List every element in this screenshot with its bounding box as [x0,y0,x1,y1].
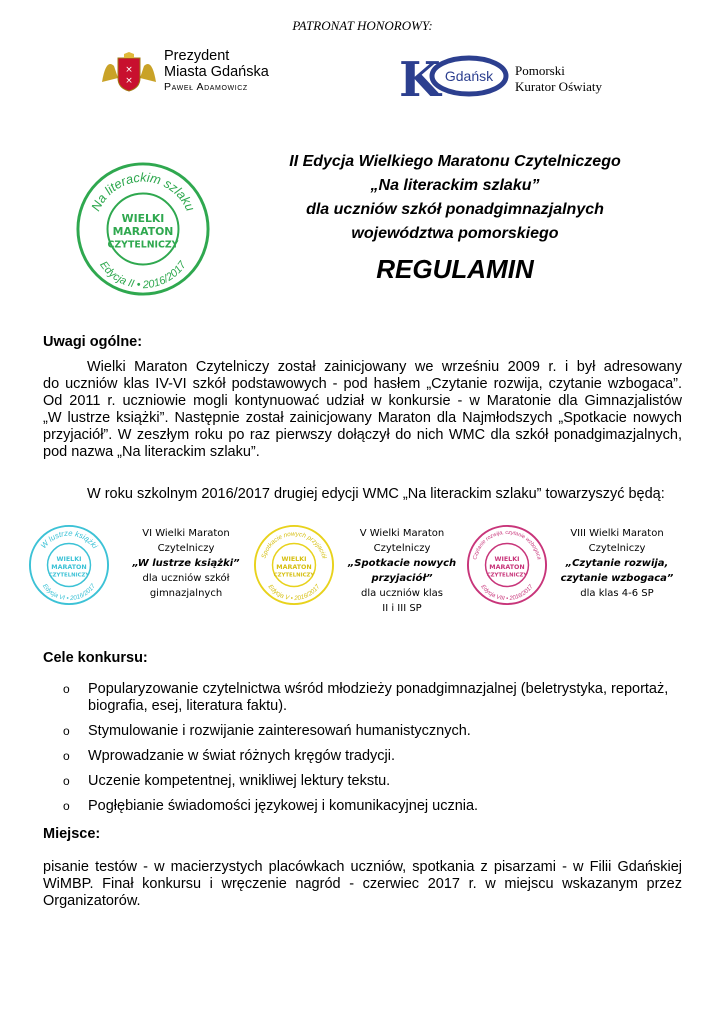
bullet-icon: o [63,749,70,763]
stamp3-arc-bottom: Edycja VIII • 2016/2017 [479,583,535,603]
edition-sub: Czytelniczy [157,543,215,554]
cele-heading: Cele konkursu: [43,650,148,666]
edition-stamp-czytanie [466,524,548,606]
bullet-icon: o [63,724,70,738]
edition-sub: Czytelniczy [373,543,431,554]
uwagi-paragraph [43,359,682,461]
edition-desc: dla klas 4-6 SP [580,588,654,599]
uwagi-line: Od 2011 r. uczniowie mogli kontynuować udział w konkursie - w Maratonie dla Gimnazjalistów [43,393,682,409]
uwagi-line: do uczniów klas IV-VI szkół podstawowych - pod hasłem „Czytanie rozwija, czytanie wzbogaca”. [43,376,682,392]
logo1-line1: Prezydent [164,48,230,64]
uwagi-paragraph-2: W roku szkolnym 2016/2017 drugiej edycji WMC „Na literackim szlaku” towarzyszyć będą: [87,486,665,502]
stamp1-word2: MARATON [51,563,87,571]
logo2-line1: Pomorski [515,63,565,78]
list-item-text: Pogłębianie świadomości językowej i komunikacyjnej ucznia. [88,798,479,814]
svg-text:×: × [125,65,133,75]
main-stamp-arc-top: Na literackim szlaku [87,169,199,214]
edition-name-2: przyjaciół” [371,573,433,584]
patronat-heading: PATRONAT HONOROWY: [292,18,433,33]
gdansk-crest-icon [98,52,160,92]
miejsce-line: WiMBP. Finał konkursu i wręczenie nagród - czerwiec 2017 r. w miejscu wskazanym przez [43,876,682,892]
edition-caption-lustrze [130,526,242,601]
stamp3-word1: WIELKI [494,556,520,564]
stamp3-arc-top: Czytanie rozwija, czytanie wzbogaca [472,529,542,561]
edition-caption-spotkacie [346,526,458,616]
stamp1-word3: CZYTELNICZY [48,572,90,579]
edition-desc: dla uczniów szkół [142,573,230,584]
list-item-text: Stymulowanie i rozwijanie zainteresowań humanistycznych. [88,723,471,739]
edition-name: „W lustrze książki” [132,558,240,569]
title-line2: „Na literackim szlaku” [370,177,540,194]
miejsce-paragraph [43,859,682,910]
list-item-text: Uczenie kompetentnej, wnikliwej lektury tekstu. [88,773,391,789]
bullet-icon: o [63,682,70,696]
main-stamp-line2: MARATON [112,224,174,238]
bullet-icon: o [63,774,70,788]
edition-desc: II i III SP [382,603,422,614]
edition-title: VI Wielki Maraton [142,528,230,539]
edition-caption-czytanie [555,526,679,601]
list-item [60,798,690,815]
edition-title: VIII Wielki Maraton [570,528,664,539]
list-item-text: Wprowadzanie w świat różnych kręgów tradycji. [88,748,396,764]
logo-kurator-oswiaty [397,54,637,100]
list-item [60,773,690,790]
kurator-wordmark: Gdańsk [444,68,494,84]
main-stamp-line3: CZYTELNICZY [107,239,179,251]
title-line3: dla uczniów szkół ponadgimnazjalnych [306,201,604,218]
main-stamp-arc-bottom: Edycja II • 2016/2017 [97,259,189,292]
bullet-icon: o [63,799,70,813]
list-item-text: Popularyzowanie czytelnictwa wśród młodzieży ponadgimnazjalnej (beletrystyka, reportaż, biografia, esej, literatura faktu). [88,681,669,714]
title-line4: województwa pomorskiego [351,225,559,242]
miejsce-line: pisanie testów - w macierzystych placówkach uczniów, spotkania z pisarzami - w Filii Gdańskiej [43,859,682,875]
list-item [60,748,690,765]
edition-desc: dla uczniów klas [360,588,444,599]
logo2-line2: Kurator Oświaty [515,79,603,94]
logo1-line3: Paweł Adamowicz [164,81,248,93]
uwagi-heading: Uwagi ogólne: [43,334,143,350]
edition-stamp-spotkacie [253,524,335,606]
regulamin-heading: REGULAMIN [376,254,534,284]
stamp2-word3: CZYTELNICZY [273,572,315,579]
logo1-line2: Miasta Gdańska [164,64,269,80]
edition-name: „Spotkacie nowych [347,558,457,569]
document-title [230,150,680,246]
list-item [60,723,690,740]
maraton-main-stamp [74,160,212,298]
edition-sub: Czytelniczy [588,543,646,554]
uwagi-line: pod nazwa „Na literackim szlaku”. [43,444,260,460]
edition-desc: gimnazjalnych [149,588,223,599]
miejsce-heading: Miejsce: [43,826,101,842]
stamp1-arc-top: W lustrze książki [38,528,100,551]
uwagi-line: przyjaciół”. W zeszłym roku po raz pierwszy dołączył do nich WMC dla szkół ponadgimazjalnych, [43,427,682,443]
stamp3-word3: CZYTELNICZY [486,572,528,579]
stamp1-word1: WIELKI [56,556,82,564]
kurator-k-logo-icon [397,54,509,100]
uwagi-line: „W lustrze książki”. Następnie został zainicjowany Maraton dla Najmłodszych „Spotkacie nowych [43,410,682,426]
stamp2-word2: MARATON [276,563,312,571]
edition-name-2: czytanie wzbogaca” [560,573,674,584]
list-item [60,681,690,715]
stamp2-arc-top: Spotkacie nowych przyjaciół [260,530,328,560]
main-stamp-line1: WIELKI [121,212,165,226]
stamp1-arc-bottom: Edycja VI • 2016/2017 [40,582,98,603]
uwagi-line: Wielki Maraton Czytelniczy został zainicjowany we wrześniu 2009 r. i był adresowany [87,359,682,375]
logo-prezydent-gdansk [98,48,298,98]
edition-title: V Wielki Maraton [359,528,445,539]
stamp2-word1: WIELKI [281,556,307,564]
cele-list [60,681,690,823]
edition-stamp-lustrze [28,524,110,606]
svg-text:K: K [399,54,441,100]
svg-text:×: × [125,76,133,86]
stamp3-word2: MARATON [489,563,525,571]
edition-name: „Czytanie rozwija, [565,558,669,569]
title-line1: II Edycja Wielkiego Maratonu Czytelniczego [289,153,621,170]
miejsce-line: Organizatorów. [43,893,141,909]
stamp2-arc-bottom: Edycja V • 2016/2017 [266,583,322,603]
